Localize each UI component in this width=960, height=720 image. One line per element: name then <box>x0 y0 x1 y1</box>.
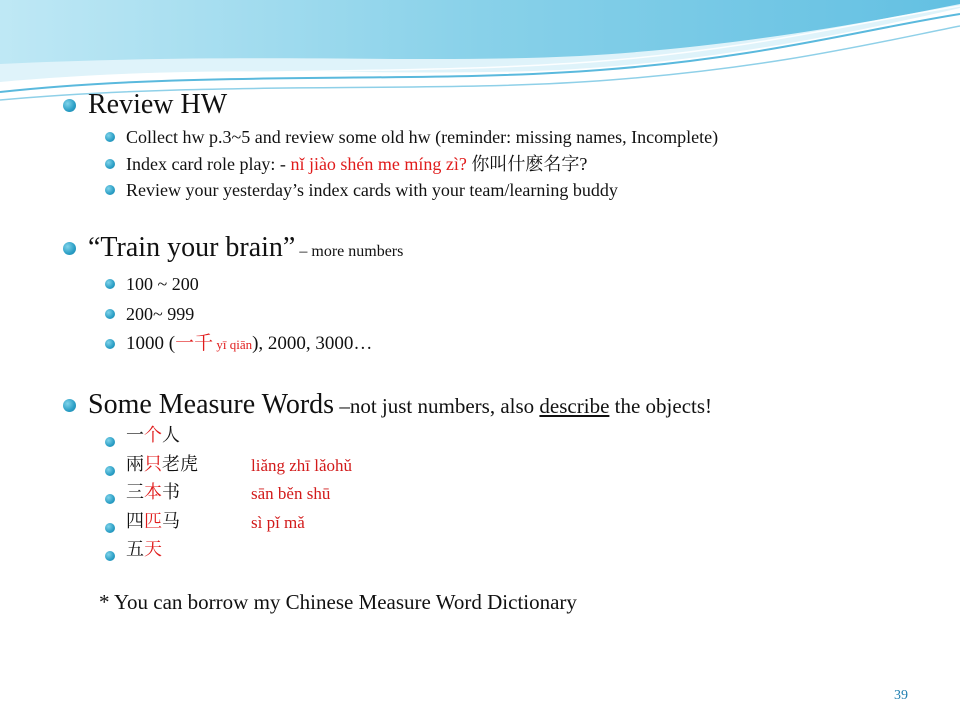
measure-tail: the objects! <box>609 394 713 418</box>
thousands-pinyin: yī qiān <box>213 337 253 352</box>
measure-item <box>126 510 180 534</box>
section-title-review: Review HW <box>88 89 228 120</box>
bullet-icon <box>105 132 115 142</box>
index-card-hanzi: 你叫什麽名字 <box>471 154 580 175</box>
mw-word: 天 <box>144 539 162 560</box>
thousands-suffix: ), 2000, 3000… <box>252 333 373 354</box>
bullet-icon <box>105 523 115 533</box>
train-item-thousands <box>126 331 372 357</box>
bullet-icon <box>105 437 115 447</box>
section-title-measure <box>88 389 712 422</box>
bullet-icon <box>105 466 115 476</box>
mw-noun: 老虎 <box>162 454 198 475</box>
bullet-icon <box>105 279 115 289</box>
measure-pinyin: sān běn shū <box>251 484 331 503</box>
train-subtitle: – more numbers <box>295 243 404 260</box>
measure-pinyin: liǎng zhī lǎohǔ <box>251 456 353 475</box>
mw-prefix: 兩 <box>126 454 144 475</box>
mw-word: 个 <box>144 425 162 446</box>
bullet-icon <box>63 242 76 255</box>
train-title: “Train your brain” <box>88 232 296 263</box>
mw-prefix: 五 <box>126 539 144 560</box>
train-item-range-2: 200~ 999 <box>126 304 195 324</box>
mw-noun: 人 <box>162 425 180 446</box>
page-number: 39 <box>894 688 908 703</box>
mw-word: 只 <box>144 454 162 475</box>
measure-title: Some Measure Words <box>88 389 335 420</box>
measure-item <box>126 538 162 562</box>
bullet-icon <box>105 494 115 504</box>
mw-word: 本 <box>144 482 162 503</box>
mw-noun: 马 <box>162 511 180 532</box>
mw-prefix: 一 <box>126 425 144 446</box>
review-item-collect: Collect hw p.3~5 and review some old hw (reminder: missing names, Incomplete) <box>126 127 719 147</box>
mw-word: 匹 <box>144 511 162 532</box>
mw-prefix: 三 <box>126 482 144 503</box>
bullet-icon <box>63 399 76 412</box>
measure-dictionary-note: * You can borrow my Chinese Measure Word Dictionary <box>99 590 577 614</box>
measure-underlined: describe <box>539 394 610 418</box>
mw-noun: 书 <box>162 482 180 503</box>
index-card-end: ? <box>579 154 588 174</box>
bullet-icon <box>105 159 115 169</box>
index-card-pinyin: nǐ jiào shén me míng zì? <box>290 154 472 174</box>
measure-pinyin: sì pǐ mǎ <box>251 513 305 532</box>
mw-prefix: 四 <box>126 511 144 532</box>
review-item-index-card <box>126 153 587 176</box>
index-card-prefix: Index card role play: - <box>126 154 291 174</box>
bullet-icon <box>105 185 115 195</box>
bullet-icon <box>105 309 115 319</box>
thousands-hanzi: 一千 <box>175 332 214 354</box>
review-item-yesterday: Review your yesterday’s index cards with your team/learning buddy <box>126 180 618 200</box>
measure-item <box>126 424 180 448</box>
measure-dash: –not just numbers, also <box>334 394 540 418</box>
measure-item <box>126 481 180 505</box>
section-title-train <box>88 232 403 268</box>
bullet-icon <box>105 339 115 349</box>
train-item-range-1: 100 ~ 200 <box>126 274 199 294</box>
measure-item <box>126 453 198 477</box>
bullet-icon <box>63 99 76 112</box>
thousands-prefix: 1000 ( <box>126 333 176 354</box>
bullet-icon <box>105 551 115 561</box>
